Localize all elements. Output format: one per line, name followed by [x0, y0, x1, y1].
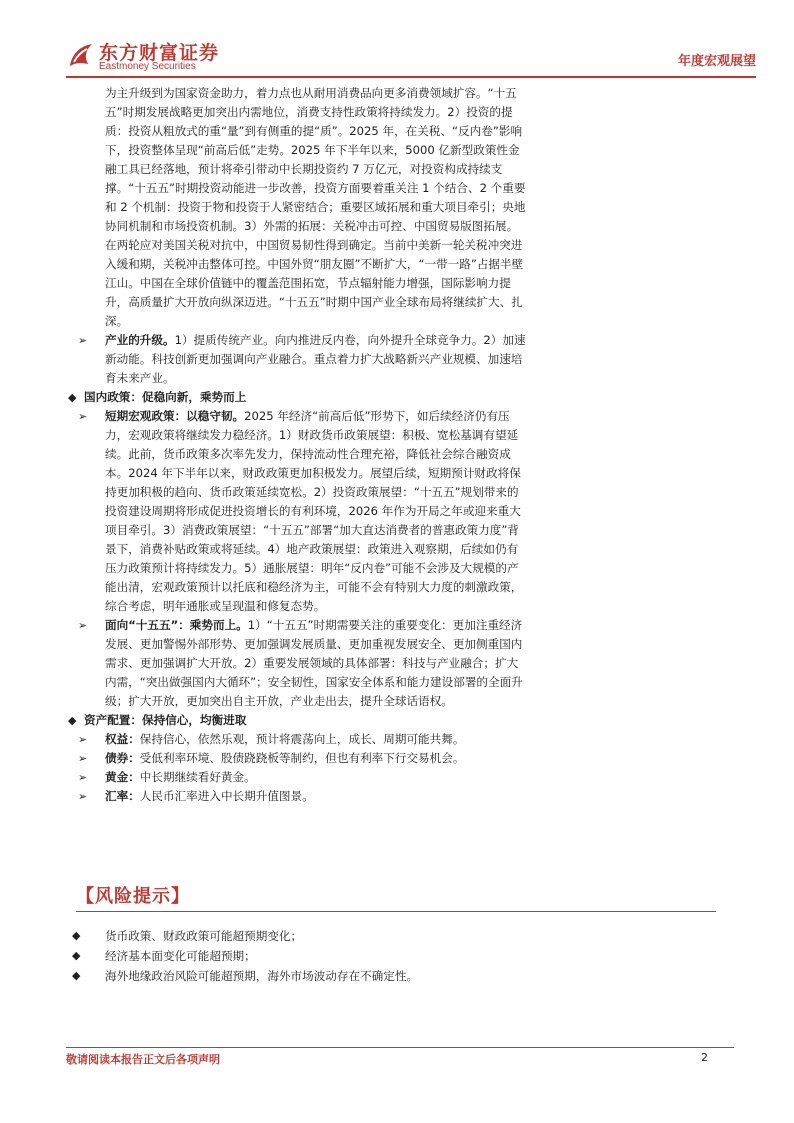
body-paragraph: 为主升级到为国家资金助力，着力点也从耐用消费品向更多消费领域扩容。“十五五”时期发展战略更加突出内需地位，消费支持性政策将持续发力。2）投资的提质：投资从粗放式的重“量”到有侧重的提“质”。2025 年，在关税、“反内卷”影响下，投资整体呈现“前高后低”走势。2025 年下半年以来，5000 亿新型政策性金融工具已经落地，预计将牵引带动中长期投资约 7 万亿元，对投资构成持续支撑。“十五五”时期投资动能进一步改善，投资方面要着重关注 1 个结合、2 个重要和 2 个机制：投资于物和投资于人紧密结合；重要区域拓展和重大项目牵引；央地协同机制和市场投资机制。3）外需的拓展：关税冲击可控、中国贸易版图拓展。在两轮应对美国关税对抗中，中国贸易韧性得到确定。当前中美新一轮关税冲突进入缓和期，关税冲击整体可控。中国外贸“朋友圈”不断扩大，“一带一路”占据半壁江山。中国在全球价值链中的覆盖范围拓宽，节点辐射能力增强，国际影响力提升，高质量扩大开放向纵深迈进。“十五五”时期中国产业全球布局将继续扩大、扎深。 — [105, 86, 526, 328]
report-body — [68, 84, 526, 806]
bullet-text: 受低利率环境、股债跷跷板等制约，但也有利率下行交易机会。 — [139, 751, 465, 765]
bullet-short-term-policy — [76, 407, 526, 616]
risk-list — [72, 926, 419, 986]
bullet-gold — [76, 768, 526, 787]
risk-section-title: 【风险提示】 — [76, 886, 190, 907]
diamond-bullet-icon: ◆ — [68, 391, 77, 404]
risk-item — [72, 926, 418, 946]
risk-divider — [76, 911, 716, 912]
bullet-text: 人民币汇率进入中长期升值图景。 — [139, 789, 314, 803]
bullet-exchange-rate — [76, 787, 526, 806]
bullet-text: 1）“十五五”时期需要关注的重要变化：更加注重经济发展、更加警惕外部形势、更加强调发展质量、更加重视发展安全、更加侧重国内需求、更加强调扩大开放。2）重要发展领域的具体部署：科技与产业融合；扩大内需，“突出做强国内大循环”；安全韧性，国家安全体系和能力建设部署的全面升级；扩大开放，更加突出自主开放，产业走出去，提升全球话语权。 — [105, 618, 523, 708]
eastmoney-logo-icon — [66, 40, 96, 70]
risk-text: 经济基本面变化可能超预期； — [105, 949, 256, 963]
diamond-bullet-icon: ◆ — [72, 929, 81, 942]
diamond-bullet-icon: ◆ — [72, 949, 81, 962]
bullet-text: 1）提质传统产业。向内推进反内卷，向外提升全球竞争力。2）加速新动能。科技创新更加强调向产业融合。重点着力扩大战略新兴产业规模、加速培育未来产业。 — [105, 333, 526, 385]
arrow-bullet-icon: ➢ — [78, 334, 88, 347]
arrow-bullet-icon: ➢ — [78, 619, 88, 632]
bullet-lead: 债券： — [105, 751, 140, 765]
bullet-lead: 黄金： — [105, 770, 140, 784]
risk-text: 货币政策、财政政策可能超预期变化； — [105, 929, 303, 943]
page-number: 2 — [701, 1051, 708, 1064]
arrow-bullet-icon: ➢ — [78, 790, 88, 803]
bullet-bonds — [76, 749, 526, 768]
bullet-text: 保持信心，依然乐观，预计将震荡向上，成长、周期可能共舞。 — [139, 732, 465, 746]
risk-text: 海外地缘政治风险可能超预期，海外市场波动存在不确定性。 — [105, 969, 419, 983]
header-divider — [66, 76, 756, 78]
arrow-bullet-icon: ➢ — [78, 733, 88, 746]
section-heading: 国内政策：促稳向新，乘势而上 — [84, 390, 247, 404]
arrow-bullet-icon: ➢ — [78, 771, 88, 784]
company-logo — [66, 38, 266, 78]
bullet-lead: 产业的升级。 — [105, 333, 175, 347]
section-heading-asset-allocation — [68, 711, 526, 730]
risk-item — [72, 946, 418, 966]
diamond-bullet-icon: ◆ — [72, 969, 81, 982]
bullet-text: 2025 年经济“前高后低”形势下，如后续经济仍有压力，宏观政策将继续发力稳经济。1）财政货币政策展望：积极、宽松基调有望延续。此前，货币政策多次率先发力，保持流动性合理充裕，降低社会综合融资成本。2024 年下半年以来，财政政策更加积极发力。展望后续，短期预计财政将保持更加积极的趋向、货币政策延续宽松。2）投资政策展望：“十五五”规划带来的投资建设周期将形成促进投资增长的有利环境，2026 年作为开局之年或迎来重大项目牵引。3）消费政策展望：“十五五”部署“加大直达消费者的普惠政策力度”背景下，消费补贴政策或将延续。4）地产政策展望：政策进入观察期，后续如仍有压力政策预计将持续发力。5）通胀展望：明年“反内卷”可能不会涉及大规模的产能出清，宏观政策预计以托底和稳经济为主，可能不会有特别大力度的刺激政策，综合考虑，明年通胀或呈现温和修复态势。 — [105, 409, 523, 613]
bullet-text: 中长期继续看好黄金。 — [139, 770, 256, 784]
arrow-bullet-icon: ➢ — [78, 410, 88, 423]
bullet-equity — [76, 730, 526, 749]
logo-english-name: Eastmoney Securities — [99, 61, 196, 72]
bullet-industry-upgrade — [76, 331, 526, 388]
disclaimer-note: 敬请阅读本报告正文后各项声明 — [66, 1053, 220, 1066]
section-heading-domestic-policy — [68, 388, 526, 407]
bullet-lead: 短期宏观政策：以稳守韧。 — [105, 409, 245, 423]
bullet-fifteenth-plan — [76, 616, 526, 711]
footer-divider — [66, 1047, 734, 1048]
page-header — [66, 38, 756, 86]
bullet-lead: 面向“十五五”：乘势而上。 — [105, 618, 248, 632]
risk-item — [72, 966, 419, 986]
section-heading: 资产配置：保持信心，均衡进取 — [84, 713, 247, 727]
bullet-lead: 权益： — [105, 732, 140, 746]
logo-chinese-name: 东方财富证券 — [99, 42, 220, 64]
diamond-bullet-icon: ◆ — [68, 714, 77, 727]
bullet-lead: 汇率： — [105, 789, 140, 803]
report-type-title: 年度宏观展望 — [677, 54, 756, 69]
arrow-bullet-icon: ➢ — [78, 752, 88, 765]
